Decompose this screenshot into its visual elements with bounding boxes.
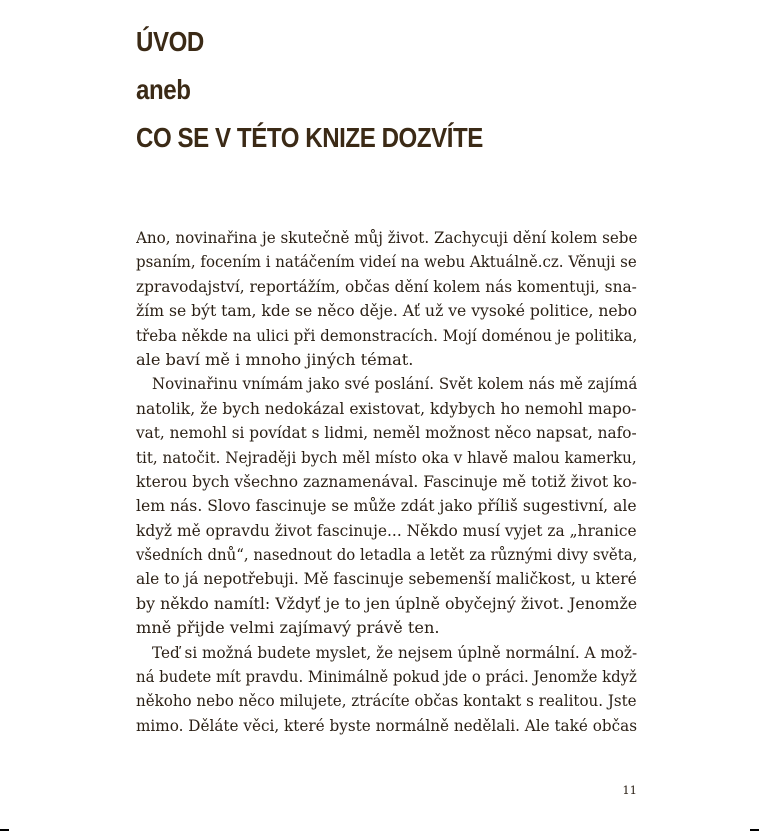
text-line-content: vat, nemohl si povídat s lidmi, neměl možnost něco napsat, nafo- [136,423,637,443]
text-line-content: ná budete mít pravdu. Minimálně pokud jde o práci. Jenomže když [136,667,637,687]
chapter-heading [136,18,656,162]
text-line [136,299,637,323]
text-line-content: Novinařinu vnímám jako své poslání. Svět kolem nás mě zajímá [152,374,637,394]
text-line-content: všedních dnů“, nasednout do letadla a letět za různými divy světa, [136,545,637,565]
text-line-content: někoho nebo něco milujete, ztrácíte občas kontakt s realitou. Jste [136,691,637,711]
text-line [136,446,637,470]
text-line [136,250,637,274]
text-line [136,714,637,738]
page-number: 11 [622,783,637,797]
text-line [136,567,637,591]
text-line-content: zpravodajství, reportážím, občas dění kolem nás komentuji, sna- [136,276,637,296]
text-line [136,592,637,616]
text-line-content: žím se být tam, kde se něco děje. Ať už ve vysoké politice, nebo [136,301,637,321]
text-line [136,689,637,713]
text-line [136,226,637,250]
chapter-title-line-2: aneb [136,74,191,105]
text-line [136,372,637,396]
text-line-content: Ano, novinařina je skutečně můj život. Zachycuji dění kolem sebe [136,228,637,247]
text-line [136,470,637,494]
text-line [136,543,637,567]
chapter-title-line-1: ÚVOD [136,26,204,57]
text-line [136,641,637,665]
text-line-content: lem nás. Slovo fascinuje se může zdát jako příliš sugestivní, ale [136,496,637,516]
text-line-content: když mě opravdu život fascinuje... Někdo musí vyjet za „hranice [136,520,637,540]
text-line [136,665,637,689]
text-line [136,348,637,372]
text-line-content: by někdo namítl: Vždyť je to jen úplně obyčejný život. Jenomže [136,593,637,613]
text-line [136,397,637,421]
text-line [136,519,637,543]
text-line-content: třeba někde na ulici při demonstracích. Mojí doménou je politika, [136,325,637,345]
text-line [136,275,637,299]
text-line-content: ale to já nepotřebuji. Mě fascinuje sebemenší maličkost, u které [136,569,637,589]
text-line [136,324,637,348]
text-line-content: mimo. Děláte věci, které byste normálně nedělali. Ale také občas [136,715,637,735]
body-text [136,226,637,738]
text-line [136,421,637,445]
text-line-content: kterou bych všechno zaznamenával. Fascinuje mě totiž život ko- [136,471,637,491]
chapter-title-line-3: CO SE V TÉTO KNIZE DOZVÍTE [136,122,483,153]
text-line-content: Teď si možná budete myslet, že nejsem úplně normální. A mož- [152,642,637,662]
text-line-content: tit, natočit. Nejraději bych měl místo oka v hlavě malou kamerku, [136,447,637,467]
text-line-content: natolik, že bych nedokázal existovat, kdybych ho nemohl mapo- [136,398,637,418]
text-line [136,616,637,640]
text-line-content: mně přijde velmi zajímavý právě ten. [136,618,440,638]
text-line-content: ale baví mě i mnoho jiných témat. [136,349,414,369]
text-line [136,494,637,518]
text-line-content: psaním, focením i natáčením videí na webu Aktuálně.cz. Věnuji se [136,252,637,272]
